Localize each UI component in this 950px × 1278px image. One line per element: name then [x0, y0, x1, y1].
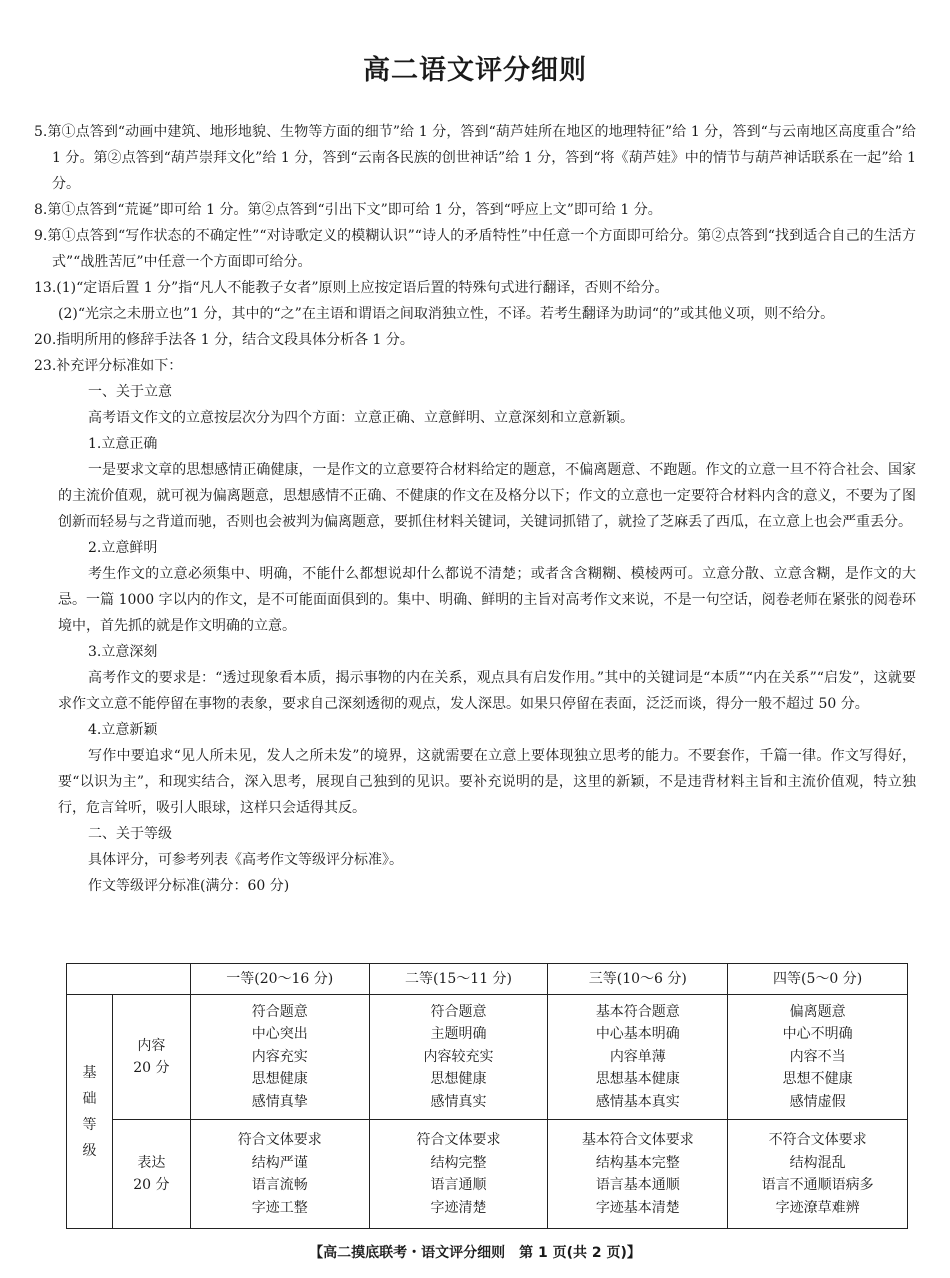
row-label-content: 内容 20 分 — [112, 995, 190, 1120]
table-row-expression — [67, 1120, 908, 1229]
subheading-2: 2.立意鲜明 — [88, 540, 158, 556]
item-q20: 20.指明所用的修辞手法各 1 分，结合文段具体分析各 1 分。 — [34, 332, 414, 348]
paragraph-3: 高考作文的要求是：“透过现象看本质，揭示事物的内在关系，观点具有启发作用。”其中的关键词是“本质”“内在关系”“启发”，这就要求作文立意不能停留在事物的表象，要求自己深刻透彻的观点，发人深思。如果只停留在表面，泛泛而谈，得分一般不超过 50 分。 — [58, 670, 916, 712]
cell-expression-grade-2: 符合文体要求 结构完整 语言通顺 字迹清楚 — [369, 1120, 548, 1229]
page-title: 高二语文评分细则 — [363, 55, 587, 86]
cell-content-grade-2: 符合题意 主题明确 内容较充实 思想健康 感情真实 — [369, 995, 548, 1120]
item-q8: 8.第①点答到“荒诞”即可给 1 分。第②点答到“引出下文”即可给 1 分，答到“呼应上文”即可给 1 分。 — [34, 202, 662, 218]
table-corner-cell — [67, 964, 191, 995]
cell-content-grade-3: 基本符合题意 中心基本明确 内容单薄 思想基本健康 感情基本真实 — [548, 995, 728, 1120]
table-title: 作文等级评分标准(满分：60 分) — [88, 878, 290, 894]
paragraph-4: 写作中要追求“见人所未见，发人之所未发”的境界，这就需要在立意上要体现独立思考的能力。不要套作，千篇一律。作文写得好，要“以识为主”，和现实结合，深入思考，展现自己独到的见识。要补充说明的是，这里的新颖，不是违背材料主旨和主流价值观，特立独行，危言耸听，吸引人眼球，这样只会适得其反。 — [58, 748, 916, 816]
item-q9: 9.第①点答到“写作状态的不确定性”“对诗歌定义的模糊认识”“诗人的矛盾特性”中任意一个方面即可给分。第②点答到“找到适合自己的生活方式”“战胜苦厄”中任意一个方面即可给分。 — [34, 228, 916, 270]
section1-intro: 高考语文作文的立意按层次分为四个方面：立意正确、立意鲜明、立意深刻和立意新颖。 — [88, 410, 634, 426]
cell-content-grade-1: 符合题意 中心突出 内容充实 思想健康 感情真挚 — [190, 995, 369, 1120]
header-grade-3: 三等(10～6 分) — [548, 964, 728, 995]
page-footer: 【高二摸底联考・语文评分细则 第 1 页(共 2 页)】 — [309, 1245, 641, 1261]
row-label-expression: 表达 20 分 — [112, 1120, 190, 1229]
scoring-content — [34, 119, 916, 899]
subheading-4: 4.立意新颖 — [88, 722, 158, 738]
section2-heading: 二、关于等级 — [88, 826, 172, 842]
cell-expression-grade-4: 不符合文体要求 结构混乱 语言不通顺语病多 字迹潦草难辨 — [728, 1120, 908, 1229]
item-q13-2: (2)“光宗之未册立也”1 分，其中的“之”在主语和谓语之间取消独立性，不译。若考生翻译为助词“的”或其他义项，则不给分。 — [58, 306, 835, 322]
paragraph-2: 考生作文的立意必须集中、明确，不能什么都想说却什么都说不清楚；或者含含糊糊、模棱两可。立意分散、立意含糊，是作文的大忌。一篇 1000 字以内的作文，是不可能面面俱到的。集中、明确、鲜明的主旨对高考作文来说，不是一句空话，阅卷老师在紧张的阅卷环境中，首先抓的就是作文明确的立意。 — [58, 566, 916, 634]
section2-intro: 具体评分，可参考列表《高考作文等级评分标准》。 — [88, 852, 403, 868]
header-grade-1: 一等(20～16 分) — [190, 964, 369, 995]
item-q23: 23.补充评分标准如下： — [34, 358, 183, 374]
table-row-content — [67, 995, 908, 1120]
cell-expression-grade-3: 基本符合文体要求 结构基本完整 语言基本通顺 字迹基本清楚 — [548, 1120, 728, 1229]
header-grade-2: 二等(15～11 分) — [369, 964, 548, 995]
subheading-1: 1.立意正确 — [88, 436, 158, 452]
group-label-basic: 基 础 等 级 — [67, 995, 113, 1229]
cell-expression-grade-1: 符合文体要求 结构严谨 语言流畅 字迹工整 — [190, 1120, 369, 1229]
grading-table — [66, 963, 908, 1229]
subheading-3: 3.立意深刻 — [88, 644, 158, 660]
paragraph-1: 一是要求文章的思想感情正确健康，一是作文的立意要符合材料给定的题意，不偏离题意、不跑题。作文的立意一旦不符合社会、国家的主流价值观，就可视为偏离题意，思想感情不正确、不健康的作文在及格分以下；作文的立意也一定要符合材料内含的意义，不要为了图创新而轻易与之背道而驰，否则也会被判为偏离题意，要抓住材料关键词，关键词抓错了，就捡了芝麻丢了西瓜，在立意上也会严重丢分。 — [58, 462, 916, 530]
table-header-row — [67, 964, 908, 995]
cell-content-grade-4: 偏离题意 中心不明确 内容不当 思想不健康 感情虚假 — [728, 995, 908, 1120]
item-q13-1: 13.(1)“定语后置 1 分”指“凡人不能教子女者”原则上应按定语后置的特殊句式进行翻译，否则不给分。 — [34, 280, 669, 296]
header-grade-4: 四等(5～0 分) — [728, 964, 908, 995]
section1-heading: 一、关于立意 — [88, 384, 172, 400]
item-q5: 5.第①点答到“动画中建筑、地形地貌、生物等方面的细节”给 1 分，答到“葫芦娃所在地区的地理特征”给 1 分，答到“与云南地区高度重合”给 1 分。第②点答到“葫芦崇拜文化”给 1 分，答到“云南各民族的创世神话”给 1 分，答到“将《葫芦娃》中的情节与葫芦神话联系在一起”给 1 分。 — [34, 124, 916, 192]
